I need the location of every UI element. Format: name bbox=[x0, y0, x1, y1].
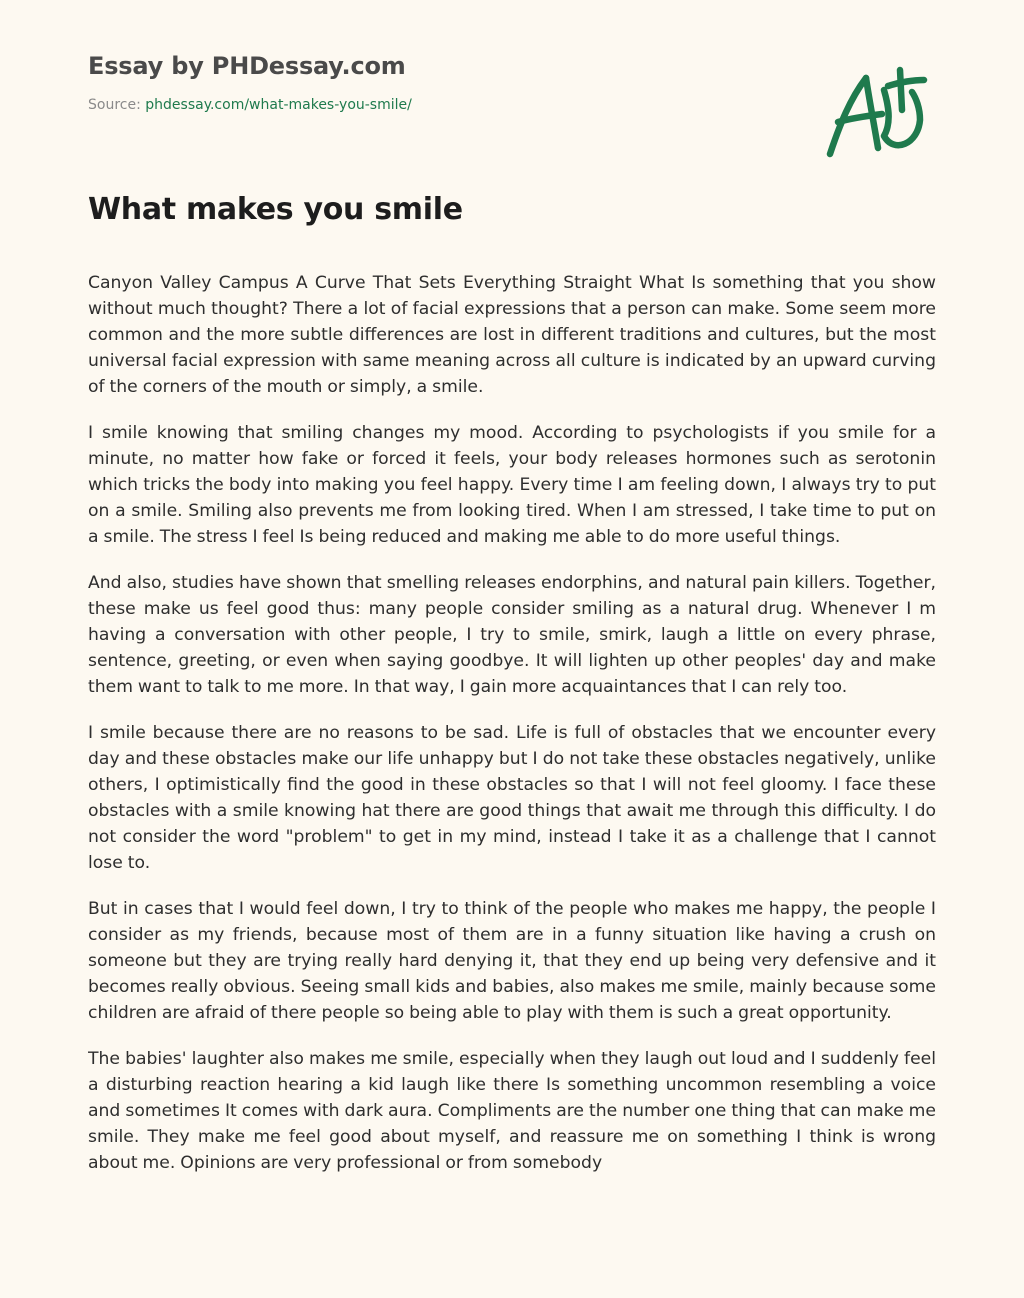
essay-body bbox=[88, 270, 936, 1250]
source-label: Source: bbox=[88, 97, 141, 113]
paragraph: The babies' laughter also makes me smile, especially when they laugh out loud and I suddenly feel a disturbing reaction hearing a kid laugh like there Is something uncommon resembling a voice and sometimes It comes with dark aura. Compliments are the number one thing that can make me smile. They make me feel good about myself, and reassure me on something I think is wrong about me. Opinions are very professional or from somebody bbox=[88, 1049, 936, 1173]
essay-title: What makes you smile bbox=[88, 192, 463, 227]
a-plus-grade-icon bbox=[822, 64, 928, 160]
source-line bbox=[88, 96, 936, 114]
source-link[interactable]: phdessay.com/what-makes-you-smile/ bbox=[145, 97, 412, 113]
paragraph: But in cases that I would feel down, I try to think of the people who makes me happy, the people I consider as my friends, because most of them are in a funny situation like having a crush on someone but they are trying really hard denying it, that they end up being very defensive and it becomes really obvious. Seeing small kids and babies, also makes me smile, mainly because some children are afraid of there people so being able to play with them is such a great opportunity. bbox=[88, 899, 936, 1023]
essay-header bbox=[88, 50, 936, 114]
paragraph: I smile knowing that smiling changes my mood. According to psychologists if you smile for a minute, no matter how fake or forced it feels, your body releases hormones such as serotonin which tricks the body into making you feel happy. Every time I am feeling down, I always try to put on a smile. Smiling also prevents me from looking tired. When I am stressed, I take time to put on a smile. The stress I feel Is being reduced and making me able to do more useful things. bbox=[88, 423, 936, 547]
paragraph: And also, studies have shown that smelling releases endorphins, and natural pain killers. Together, these make us feel good thus: many people consider smiling as a natural drug. Whenever I m having a conversation with other people, I try to smile, smirk, laugh a little on every phrase, sentence, greeting, or even when saying goodbye. It will lighten up other peoples' day and make them want to talk to me more. In that way, I gain more acquaintances that I can rely too. bbox=[88, 573, 936, 697]
site-brand: Essay by PHDessay.com bbox=[88, 52, 406, 80]
paragraph: I smile because there are no reasons to be sad. Life is full of obstacles that we encounter every day and these obstacles make our life unhappy but I do not take these obstacles negatively, unlike others, I optimistically find the good in these obstacles so that I will not feel gloomy. I face these obstacles with a smile knowing hat there are good things that await me through this difficulty. I do not consider the word "problem" to get in my mind, instead I take it as a challenge that I cannot lose to. bbox=[88, 723, 936, 873]
paragraph: Canyon Valley Campus A Curve That Sets Everything Straight What Is something that you show without much thought? There a lot of facial expressions that a person can make. Some seem more common and the more subtle differences are lost in different traditions and cultures, but the most universal facial expression with same meaning across all culture is indicated by an upward curving of the corners of the mouth or simply, a smile. bbox=[88, 273, 936, 397]
